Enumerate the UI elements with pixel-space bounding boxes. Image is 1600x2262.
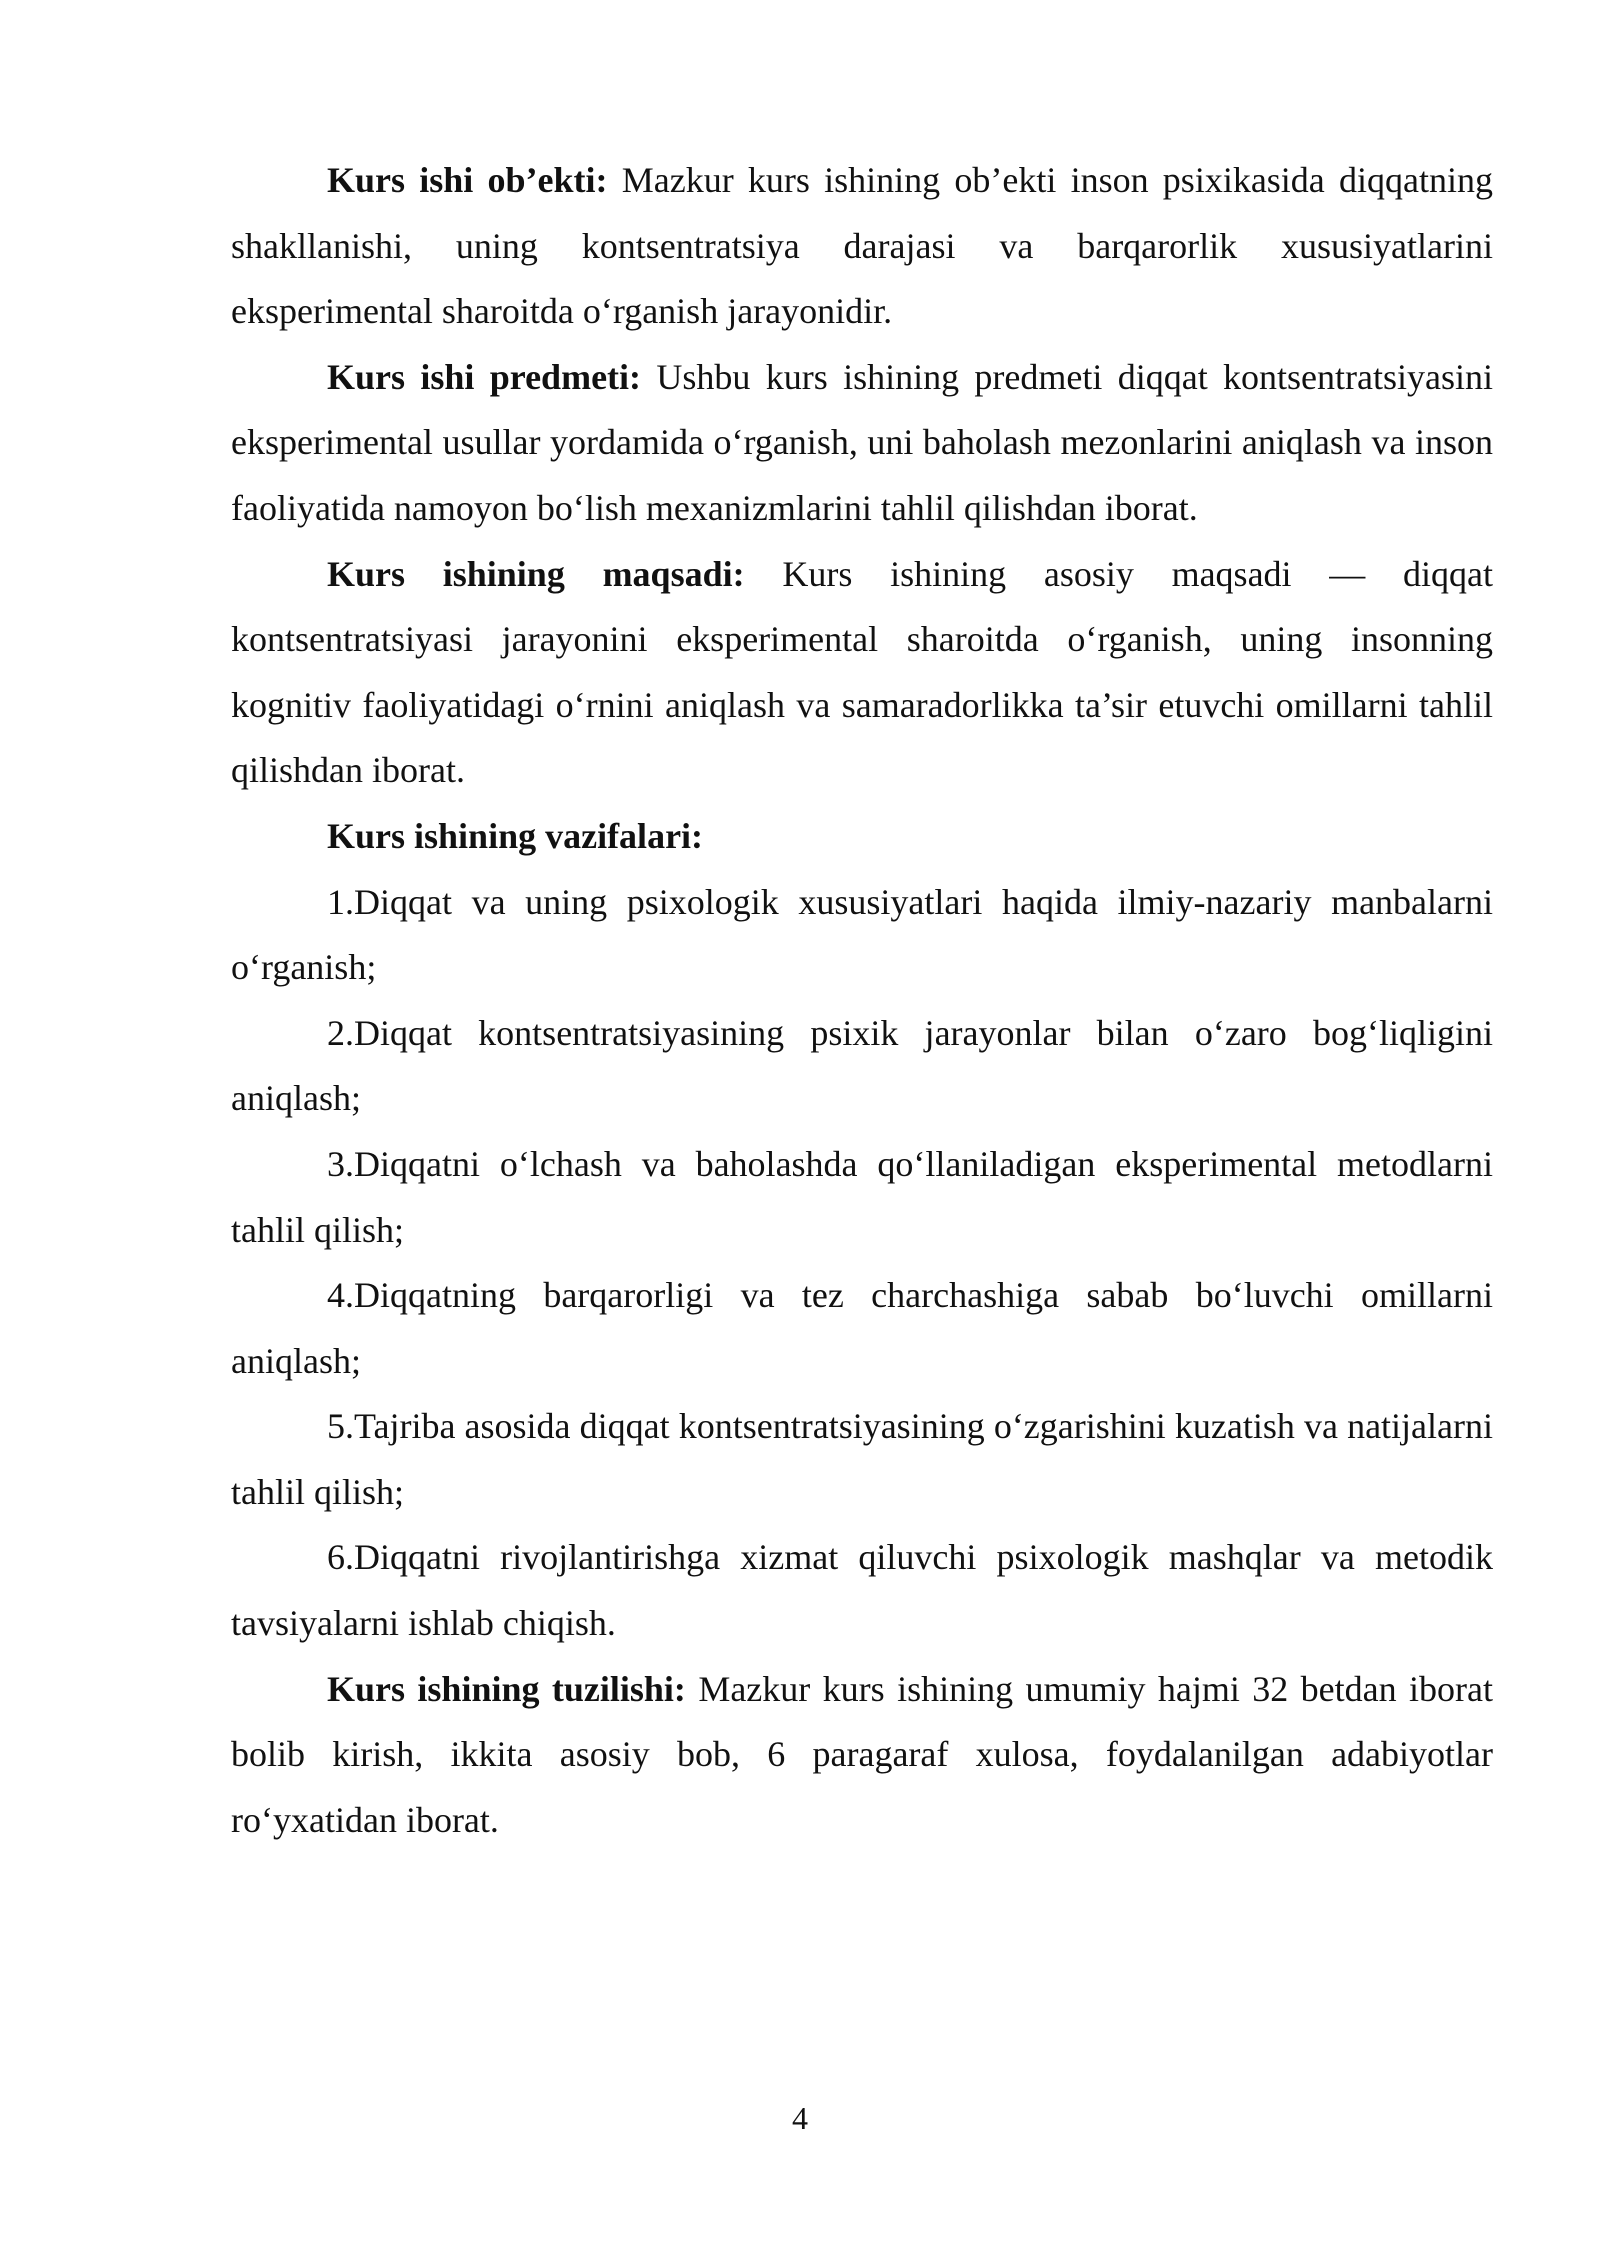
task-item: 2.Diqqat kontsentratsiyasining psixik jarayonlar bilan o‘zaro bog‘liqligini aniqlash;	[231, 1012, 1493, 1119]
structure-text: Mazkur kurs ishining umumiy hajmi 32 betdan iborat bolib kirish, ikkita asosiy bob, 6 paragaraf xulosa, foydalanilgan adabiyotlar ro‘yxatidan iborat.	[231, 1668, 1494, 1840]
structure-heading: Kurs ishining tuzilishi:	[327, 1668, 686, 1709]
subject-heading: Kurs ishi predmeti:	[327, 356, 642, 397]
tasks-heading: Kurs ishining vazifalari:	[327, 815, 704, 856]
page-number: 4	[792, 2100, 808, 2136]
tasks-heading-paragraph	[231, 804, 1493, 870]
task-item: 5.Tajriba asosida diqqat kontsentratsiyasining o‘zgarishini kuzatish va natijalarni tahlil qilish;	[231, 1406, 1493, 1512]
object-heading: Kurs ishi ob’ekti:	[327, 160, 608, 200]
subject-paragraph	[231, 345, 1493, 542]
object-paragraph	[231, 148, 1493, 345]
task-item: 1.Diqqat va uning psixologik xususiyatlari haqida ilmiy-nazariy manbalarni o‘rganish;	[231, 881, 1493, 988]
subject-text: Ushbu kurs ishining predmeti diqqat kontsentratsiyasini eksperimental usullar yordamida o‘rganish, uni baholash mezonlarini aniqlash va inson faoliyatida namoyon bo‘lish mexanizmlarini tahlil qilishdan iborat.	[231, 356, 1494, 528]
goal-text: Kurs ishining asosiy maqsadi — diqqat kontsentratsiyasi jarayonini eksperimental sharoitda o‘rganish, uning insonning kognitiv faoliyatidagi o‘rnini aniqlash va samaradorlikka ta’sir etuvchi omillarni tahlil qilishdan iborat.	[231, 553, 1494, 791]
goal-heading: Kurs ishining maqsadi:	[327, 553, 745, 594]
object-text: Mazkur kurs ishining ob’ekti inson psixikasida diqqatning shakllanishi, uning kontsentratsiya darajasi va barqarorlik xususiyatlarini eksperimental sharoitda o‘rganish jarayonidir.	[231, 160, 1493, 332]
goal-paragraph	[231, 542, 1493, 804]
document-page	[231, 148, 1493, 1853]
structure-paragraph	[231, 1657, 1493, 1854]
task-item: 6.Diqqatni rivojlantirishga xizmat qiluvchi psixologik mashqlar va metodik tavsiyalarni ishlab chiqish.	[231, 1537, 1493, 1644]
task-item: 4.Diqqatning barqarorligi va tez charchashiga sabab bo‘luvchi omillarni aniqlash;	[231, 1275, 1493, 1381]
task-item: 3.Diqqatni o‘lchash va baholashda qo‘llaniladigan eksperimental metodlarni tahlil qilish;	[231, 1143, 1493, 1250]
